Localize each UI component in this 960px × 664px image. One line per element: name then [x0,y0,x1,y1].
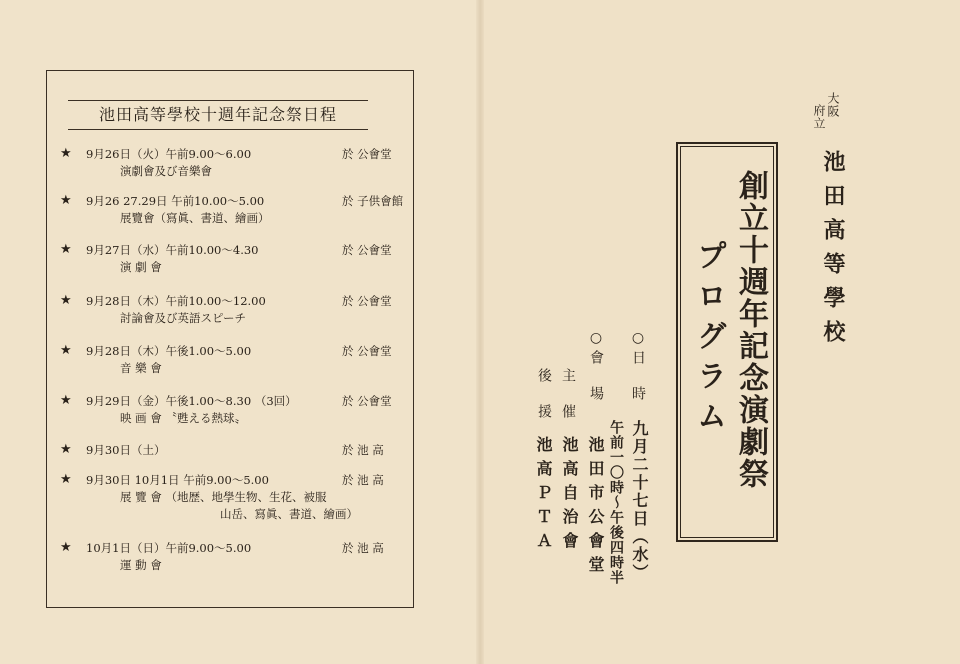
entry-event-detail: 山岳、寫眞、書道、繪画） [220,507,358,521]
entry-venue: 於 公會堂 [342,344,392,358]
program-title: 創立十週年記念演劇祭 [733,170,768,490]
entry-date-time: 9月27日（水）午前10.00～4.30 [86,243,259,257]
prefecture-line-2: 府立 [812,104,826,130]
entry-event: 展 覽 會 （地歴、地學生物、生花、被服 [120,490,327,504]
star-icon: ★ [60,242,72,257]
entry-venue: 於 公會堂 [342,243,392,257]
entry-event: 展覽會（寫眞、書道、繪画） [120,211,270,225]
schedule-title: 池田高等學校十週年記念祭日程 [68,100,368,130]
entry-date-time: 9月30日（土） [86,443,166,457]
program-subtitle: プログラム [691,240,726,440]
entry-date-time: 9月28日（木）午前10.00～12.00 [86,294,266,308]
venue-value: 池田市公會堂 [586,436,605,580]
entry-venue: 於 子供會館 [342,194,404,208]
venue-label: ○會 場 [588,330,604,404]
star-icon: ★ [60,193,72,208]
entry-date-time: 9月28日（木）午後1.00～5.00 [86,344,252,358]
entry-venue: 於 公會堂 [342,147,392,161]
entry-venue: 於 公會堂 [342,394,392,408]
entry-venue: 於 池 高 [342,443,384,457]
entry-date-time: 9月26日（火）午前9.00～6.00 [86,147,252,161]
entry-event: 映 画 會 〝甦える熱球〟 [120,411,246,425]
star-icon: ★ [60,343,72,358]
organizer-label: 主 催 [560,368,576,422]
organizer-value: 池高自治會 [560,436,579,556]
entry-date-time: 10月1日（日）午前9.00～5.00 [86,541,252,555]
star-icon: ★ [60,146,72,161]
support-value: 池高ＰＴＡ [534,436,553,556]
page-fold [476,0,484,664]
school-name: 池田高等學校 [820,150,846,354]
entry-event: 演 劇 會 [120,260,162,274]
entry-venue: 於 公會堂 [342,294,392,308]
support-label: 後 援 [536,368,552,422]
entry-venue: 於 池 高 [342,473,384,487]
date-value: 九月二十七日（水） [630,420,649,582]
entry-date-time: 9月30日 10月1日 午前9.00～5.00 [86,473,269,487]
entry-event: 演劇會及び音樂會 [120,164,212,178]
entry-date-time: 9月26 27.29日 午前10.00～5.00 [86,194,265,208]
entry-date-time: 9月29日（金）午後1.00～8.30 （3回） [86,394,297,408]
prefecture-line-1: 大阪 [826,92,840,118]
star-icon: ★ [60,540,72,555]
entry-venue: 於 池 高 [342,541,384,555]
time-value: 午前一〇時～午後四時半 [608,420,624,585]
star-icon: ★ [60,293,72,308]
entry-event: 運 動 會 [120,558,162,572]
star-icon: ★ [60,393,72,408]
entry-event: 討論會及び英語スピーチ [120,311,247,325]
date-label: ○日 時 [630,330,646,404]
star-icon: ★ [60,442,72,457]
entry-event: 音 樂 會 [120,361,162,375]
star-icon: ★ [60,472,72,487]
